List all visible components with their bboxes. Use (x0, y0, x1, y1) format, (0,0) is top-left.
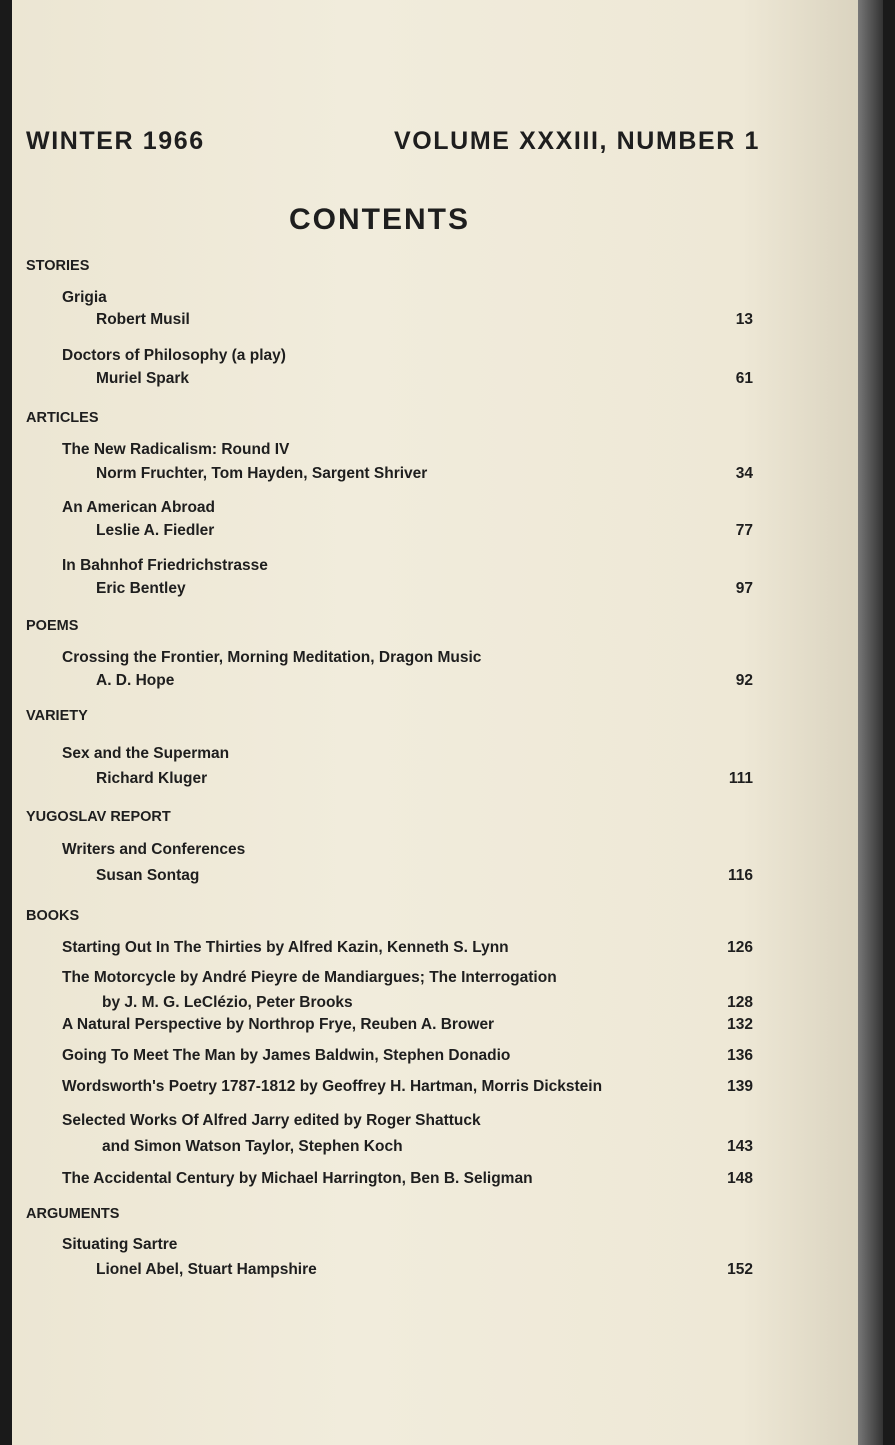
page-number: 116 (727, 867, 753, 884)
book-review-entry-cont-text: by J. M. G. LeClézio, Peter Brooks (102, 994, 353, 1011)
entry-title-text: An American Abroad (62, 499, 216, 516)
page-number: 111 (728, 770, 753, 787)
page (12, 0, 870, 1445)
section-heading-text: ARTICLES (26, 410, 99, 426)
entry-title (12, 1233, 753, 1257)
book-review-entry-text: Going To Meet The Man by James Baldwin, Stephen Donadio (62, 1047, 511, 1064)
entry-author-text: Muriel Spark (96, 370, 190, 387)
section-heading-text: POEMS (26, 618, 79, 634)
section-heading (12, 406, 753, 430)
page-number: 128 (727, 994, 753, 1011)
entry-author-text: A. D. Hope (96, 672, 175, 689)
page-number: 136 (727, 1047, 753, 1064)
page-number: 77 (735, 522, 753, 539)
book-review-entry-text: A Natural Perspective by Northrop Frye, Reuben A. Brower (62, 1016, 495, 1033)
entry-author-text: Lionel Abel, Stuart Hampshire (96, 1261, 317, 1278)
entry-title (12, 496, 753, 520)
entry-title-text: The New Radicalism: Round IV (62, 441, 290, 458)
book-review-entry-cont (12, 991, 753, 1015)
entry-author (12, 864, 753, 888)
entry-title-text: Writers and Conferences (62, 841, 246, 858)
book-review-entry (12, 1109, 753, 1133)
entry-author (12, 462, 753, 486)
entry-title (12, 344, 753, 368)
book-review-entry-text: Wordsworth's Poetry 1787-1812 by Geoffrey H. Hartman, Morris Dickstein (62, 1078, 603, 1095)
section-heading (12, 805, 753, 829)
book-review-entry (12, 966, 753, 990)
entry-title-text: Situating Sartre (62, 1236, 178, 1253)
page-number: 132 (727, 1016, 753, 1033)
book-review-entry-cont (12, 1135, 753, 1159)
entry-author-text: Norm Fruchter, Tom Hayden, Sargent Shriver (96, 465, 428, 482)
section-heading-text: STORIES (26, 258, 90, 274)
book-review-entry-text: The Accidental Century by Michael Harrington, Ben B. Seligman (62, 1170, 533, 1187)
book-review-entry (12, 936, 753, 960)
section-heading (12, 1202, 753, 1226)
entry-author-text: Eric Bentley (96, 580, 186, 597)
book-spine-shadow (858, 0, 883, 1445)
page-number: 92 (735, 672, 753, 689)
page-number: 139 (727, 1078, 753, 1095)
entry-author-text: Susan Sontag (96, 867, 200, 884)
entry-title-text: Sex and the Superman (62, 745, 230, 762)
entry-title (12, 646, 753, 670)
issue-volume: VOLUME XXXIII, NUMBER 1 (393, 127, 760, 155)
entry-title (12, 742, 753, 766)
book-review-entry (12, 1167, 753, 1191)
book-review-entry-text: Selected Works Of Alfred Jarry edited by Roger Shattuck (62, 1112, 481, 1129)
book-review-entry (12, 1075, 753, 1099)
page-number: 143 (727, 1138, 753, 1155)
page-number: 34 (735, 465, 753, 482)
contents-title: CONTENTS (289, 203, 470, 236)
book-review-entry-text: Starting Out In The Thirties by Alfred Kazin, Kenneth S. Lynn (62, 939, 509, 956)
entry-title (12, 438, 753, 462)
section-heading (12, 904, 753, 928)
page-number: 152 (727, 1261, 753, 1278)
entry-author (12, 767, 753, 791)
entry-author-text: Richard Kluger (96, 770, 208, 787)
section-heading-text: BOOKS (26, 908, 80, 924)
entry-title-text: Doctors of Philosophy (a play) (62, 347, 286, 364)
section-heading-text: VARIETY (26, 708, 88, 724)
entry-author (12, 367, 753, 391)
entry-author (12, 308, 753, 332)
book-review-entry-cont-text: and Simon Watson Taylor, Stephen Koch (102, 1138, 403, 1155)
section-heading (12, 704, 753, 728)
page-number: 61 (735, 370, 753, 387)
entry-title (12, 838, 753, 862)
entry-author (12, 669, 753, 693)
issue-season: WINTER 1966 (26, 127, 205, 155)
entry-title (12, 286, 753, 310)
page-number: 126 (727, 939, 753, 956)
entry-author-text: Robert Musil (96, 311, 190, 328)
section-heading-text: ARGUMENTS (26, 1206, 120, 1222)
book-review-entry (12, 1044, 753, 1068)
book-review-entry-text: The Motorcycle by André Pieyre de Mandiargues; The Interrogation (62, 969, 557, 986)
entry-title-text: In Bahnhof Friedrichstrasse (62, 557, 268, 574)
page-number: 148 (727, 1170, 753, 1187)
entry-author (12, 519, 753, 543)
section-heading-text: YUGOSLAV REPORT (26, 809, 171, 825)
entry-author-text: Leslie A. Fiedler (96, 522, 215, 539)
entry-title-text: Grigia (62, 289, 107, 306)
page-number: 13 (735, 311, 753, 328)
page-number: 97 (735, 580, 753, 597)
entry-author (12, 577, 753, 601)
entry-title-text: Crossing the Frontier, Morning Meditation, Dragon Music (62, 649, 482, 666)
book-review-entry (12, 1013, 753, 1037)
entry-author (12, 1258, 753, 1282)
section-heading (12, 614, 753, 638)
entry-title (12, 554, 753, 578)
section-heading (12, 254, 753, 278)
